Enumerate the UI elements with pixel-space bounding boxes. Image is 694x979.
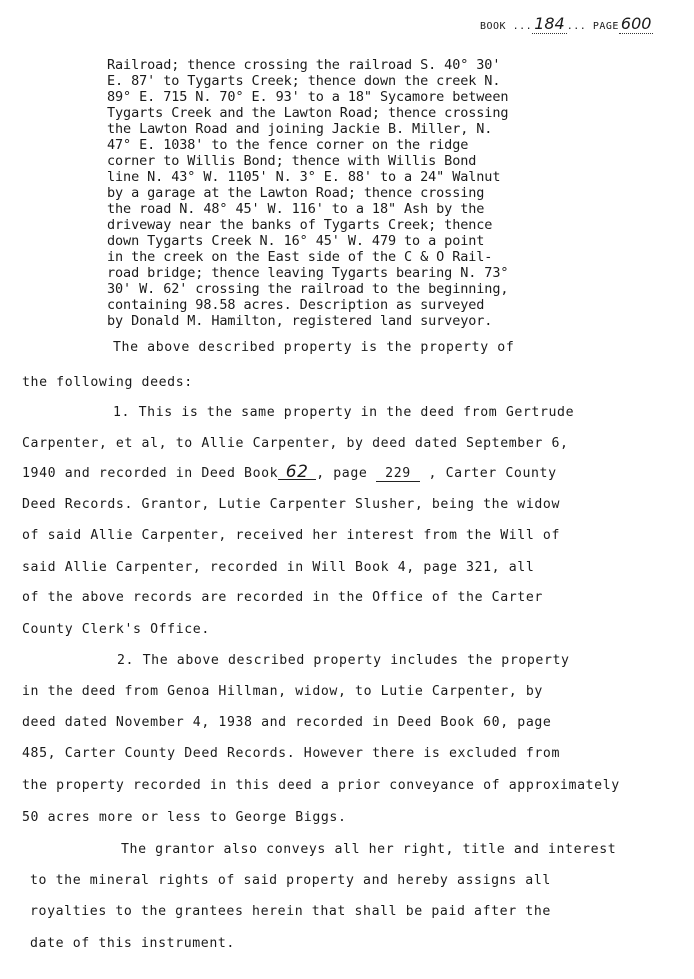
clause-line: royalties to the grantees herein that shall be paid after the xyxy=(30,904,551,919)
page-text: , page xyxy=(316,466,368,481)
item-line xyxy=(22,462,557,482)
statement-line: The above described property is the property of xyxy=(113,340,515,355)
item-line: of said Allie Carpenter, received her interest from the Will of xyxy=(22,528,560,543)
description-line: Tygarts Creek and the Lawton Road; thence crossing xyxy=(107,105,509,121)
description-line: 30' W. 62' crossing the railroad to the beginning, xyxy=(107,281,509,297)
item-line: Carpenter, et al, to Allie Carpenter, by deed dated September 6, xyxy=(22,436,569,451)
book-number-handwritten: 184 xyxy=(534,14,565,33)
description-line: the road N. 48° 45' W. 116' to a 18" Ash by the xyxy=(107,201,485,217)
clause-line: to the mineral rights of said property and hereby assigns all xyxy=(30,873,551,888)
book-page-header: BOOK ... 184 ... PAGE 600 xyxy=(480,14,652,33)
page-number-filled: 229 xyxy=(376,466,420,482)
page-number-handwritten: 600 xyxy=(620,14,652,33)
description-line: containing 98.58 acres. Description as surveyed xyxy=(107,297,485,313)
page-label: PAGE xyxy=(592,21,619,32)
item-line: in the deed from Genoa Hillman, widow, to Lutie Carpenter, by xyxy=(22,684,543,699)
statement-line: the following deeds: xyxy=(22,375,193,390)
description-line: road bridge; thence leaving Tygarts bearing N. 73° xyxy=(107,265,509,281)
description-line: in the creek on the East side of the C & O Rail- xyxy=(107,249,493,265)
deed-book-handwritten: 62 xyxy=(278,466,316,480)
deed-book-text: 1940 and recorded in Deed Book xyxy=(22,466,279,481)
county-text: , Carter County xyxy=(428,466,557,481)
item-line: of the above records are recorded in the Office of the Carter xyxy=(22,590,543,605)
description-line: 89° E. 715 N. 70° E. 93' to a 18" Sycamore between xyxy=(107,89,509,105)
description-line: driveway near the banks of Tygarts Creek; thence xyxy=(107,217,493,233)
description-line: down Tygarts Creek N. 16° 45' W. 479 to a point xyxy=(107,233,485,249)
item-line: County Clerk's Office. xyxy=(22,622,210,637)
item-line: 485, Carter County Deed Records. However there is excluded from xyxy=(22,746,560,761)
clause-line: date of this instrument. xyxy=(30,936,235,951)
description-line: 47° E. 1038' to the fence corner on the ridge xyxy=(107,137,469,153)
item-line: said Allie Carpenter, recorded in Will Book 4, page 321, all xyxy=(22,560,535,575)
description-line: by a garage at the Lawton Road; thence crossing xyxy=(107,185,485,201)
item-line: 1. This is the same property in the deed from Gertrude xyxy=(113,405,575,420)
description-line: corner to Willis Bond; thence with Willis Bond xyxy=(107,153,477,169)
item-line: the property recorded in this deed a prior conveyance of approximately xyxy=(22,778,620,793)
item-line: deed dated November 4, 1938 and recorded in Deed Book 60, page xyxy=(22,715,552,730)
item-line: Deed Records. Grantor, Lutie Carpenter Slusher, being the widow xyxy=(22,497,560,512)
book-label: BOOK xyxy=(480,21,507,32)
description-line: Railroad; thence crossing the railroad S. 40° 30' xyxy=(107,57,501,73)
item-line: 2. The above described property includes the property xyxy=(117,653,570,668)
description-line: by Donald M. Hamilton, registered land surveyor. xyxy=(107,313,493,329)
description-line: line N. 43° W. 1105' N. 3° E. 88' to a 24" Walnut xyxy=(107,169,501,185)
description-line: E. 87' to Tygarts Creek; thence down the creek N. xyxy=(107,73,501,89)
description-line: the Lawton Road and joining Jackie B. Miller, N. xyxy=(107,121,493,137)
clause-line: The grantor also conveys all her right, title and interest xyxy=(121,842,617,857)
item-line: 50 acres more or less to George Biggs. xyxy=(22,810,347,825)
